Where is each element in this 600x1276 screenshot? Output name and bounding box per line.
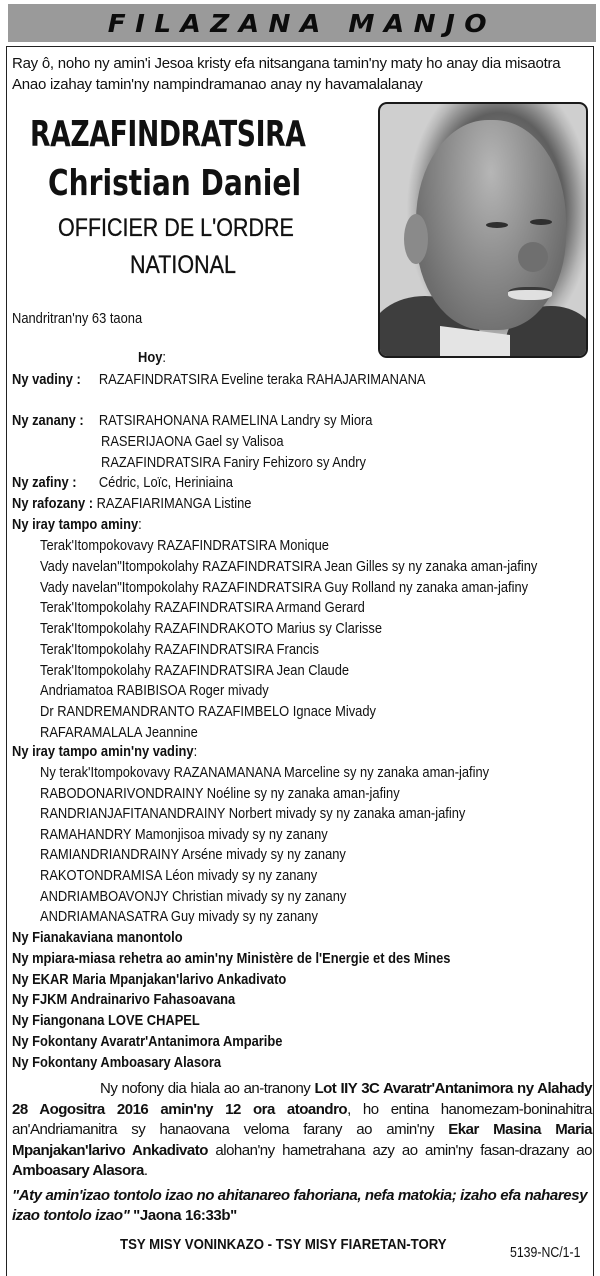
verse-reference: "Jaona 16:33b" xyxy=(129,1207,237,1224)
announcement-text: , ho entina hanomezam-boninahitra an'Andriamanitra sy hanaovana veloma farany ao amin'ny xyxy=(12,1100,592,1139)
spouse-sibling-entry: Ny terak'Itompokovavy RAZANAMANANA Marceline sy ny zanaka aman-jafiny xyxy=(40,764,490,781)
spouse-row xyxy=(12,371,425,389)
in-law-label: Ny rafozany : xyxy=(12,495,94,512)
spouse-sibling-entry: ANDRIAMANASATRA Guy mivady sy ny zanany xyxy=(40,908,318,926)
family-group-entry: Ny mpiara-miasa rehetra ao amin'ny Ministère de l'Energie et des Mines xyxy=(12,949,451,967)
verse-quote: "Aty amin'izao tontolo izao no ahitanareo fahoriana, nefa matokia; izaho efa naharesy izao tontolo izao" xyxy=(12,1187,588,1224)
sibling-entry: Andriamatoa RABIBISOA Roger mivady xyxy=(40,682,269,700)
announcement-text: alohan'ny hametrahana azy ao amin'ny fasan-drazany ao xyxy=(207,1141,592,1159)
intro-prayer: Ray ô, noho ny amin'i Jesoa kristy efa nitsangana tamin'ny maty ho anay dia misaotra Anao izahay tamin'ny nampindramanao anay ny havamalalanay xyxy=(12,55,561,93)
sibling-entry: Dr RANDREMANDRANTO RAZAFIMBELO Ignace Mivady xyxy=(40,703,376,720)
header-band xyxy=(8,4,596,42)
family-group-entry: Ny EKAR Maria Mpanjakan'larivo Ankadivato xyxy=(12,970,287,988)
spouse-sibling-entry: RABODONARIVONDRAINY Noéline sy ny zanaka aman-jafiny xyxy=(40,784,400,802)
announcement-text: . xyxy=(143,1162,148,1180)
spouse-sibling-entry: RAMAHANDRY Mamonjisoa mivady sy ny zanany xyxy=(40,825,328,843)
children-value: RATSIRAHONANA RAMELINA Landry sy Miora xyxy=(98,412,373,429)
siblings-heading xyxy=(12,516,142,534)
spouse-sibling-entry: RAMIANDRIANDRAINY Arséne mivady sy ny zanany xyxy=(40,846,346,864)
spouse-label: Ny vadiny : xyxy=(12,371,81,388)
spouse-sibling-entry: RAKOTONDRAMISA Léon mivady sy ny zanany xyxy=(40,867,318,884)
sibling-entry: Vady navelan"Itompokolahy RAZAFINDRATSIRA Jean Gilles sy ny zanaka aman-jafiny xyxy=(40,557,538,575)
family-group-entry: Ny Fokontany Amboasary Alasora xyxy=(12,1053,222,1071)
spouse-siblings-label: Ny iray tampo amin'ny vadiny xyxy=(12,743,194,760)
announcement-burial-place: Amboasary Alasora xyxy=(12,1162,144,1180)
spouse-siblings-colon: : xyxy=(193,743,198,760)
funeral-announcement xyxy=(12,1079,592,1182)
photo-ear xyxy=(404,214,428,264)
photo-mouth xyxy=(508,287,552,300)
spouse-sibling-entry: RANDRIANJAFITANANDRAINY Norbert mivady sy ny zanaka aman-jafiny xyxy=(40,805,466,823)
photo-collar xyxy=(440,326,510,356)
header-title: FILAZANA MANJO xyxy=(107,8,497,38)
spouse-value: RAZAFINDRATSIRA Eveline teraka RAHAJARIMANANA xyxy=(98,371,426,388)
sibling-entry: Vady navelan"Itompokolahy RAZAFINDRATSIRA Guy Rolland ny zanaka aman-jafiny xyxy=(40,578,529,596)
bible-verse xyxy=(12,1186,600,1226)
deceased-age: Nandritran'ny 63 taona xyxy=(12,310,143,327)
deceased-given-names: Christian Daniel xyxy=(48,163,302,204)
deceased-title-line2: NATIONAL xyxy=(130,251,236,279)
sibling-entry: Terak'Itompokolahy RAZAFINDRATSIRA Francis xyxy=(40,640,319,658)
photo-eye-right xyxy=(530,219,552,225)
children-value: RAZAFINDRATSIRA Faniry Fehizoro sy Andry xyxy=(101,454,367,471)
announcement-church: Ekar Masina Maria Mpanjakan'larivo Ankadivato xyxy=(12,1121,592,1159)
siblings-colon: : xyxy=(138,516,142,533)
family-group-entry: Ny Fokontany Avaratr'Antanimora Amparibe xyxy=(12,1033,283,1050)
in-law-row xyxy=(12,495,251,513)
sibling-entry: Terak'Itompokolahy RAZAFINDRATSIRA Armand Gerard xyxy=(40,599,365,617)
photo-nose xyxy=(518,242,548,272)
family-group-entry: Ny FJKM Andrainarivo Fahasoavana xyxy=(12,991,236,1009)
hoy-word: Hoy xyxy=(138,349,163,366)
family-group-entry: Ny Fianakaviana manontolo xyxy=(12,929,183,946)
sibling-entry: RAFARAMALALA Jeannine xyxy=(40,723,198,741)
photo-eye-left xyxy=(486,222,508,228)
sibling-entry: Terak'Itompokolahy RAZAFINDRATSIRA Jean Claude xyxy=(40,661,350,679)
announcement-location-date: Lot IIY 3C Avaratr'Antanimora ny Alahady 28 Aogositra 2016 amin'ny 12 ora atoandro xyxy=(12,1080,593,1118)
grandchildren-label: Ny zafiny : xyxy=(12,474,77,491)
children-label: Ny zanany : xyxy=(12,412,84,429)
hoy-colon: : xyxy=(162,349,166,366)
spouse-siblings-heading xyxy=(12,743,197,761)
grandchildren-value: Cédric, Loïc, Heriniaina xyxy=(98,474,233,491)
children-row xyxy=(12,412,372,430)
family-group-entry: Ny Fiangonana LOVE CHAPEL xyxy=(12,1012,200,1030)
sibling-entry: Terak'Itompokolahy RAZAFINDRAKOTO Marius sy Clarisse xyxy=(40,620,383,637)
deceased-title-line1: OFFICIER DE L'ORDRE xyxy=(58,214,294,242)
in-law-value: RAZAFIARIMANGA Listine xyxy=(96,495,252,512)
footer-notice: TSY MISY VONINKAZO - TSY MISY FIARETAN-TORY xyxy=(120,1236,447,1253)
children-value: RASERIJAONA Gael sy Valisoa xyxy=(101,433,284,450)
reference-code: 5139-NC/1-1 xyxy=(510,1244,581,1261)
sibling-entry: Terak'Itompokovavy RAZAFINDRATSIRA Monique xyxy=(40,537,329,554)
spouse-sibling-entry: ANDRIAMBOAVONJY Christian mivady sy ny zanany xyxy=(40,887,347,905)
announcement-text: Ny nofony dia hiala ao an-tranony xyxy=(100,1080,315,1097)
grandchildren-row xyxy=(12,474,233,492)
siblings-label: Ny iray tampo aminy xyxy=(12,516,139,533)
deceased-surname: RAZAFINDRATSIRA xyxy=(30,114,306,155)
hoy-label xyxy=(138,349,166,367)
portrait-photo-icon xyxy=(378,102,588,358)
